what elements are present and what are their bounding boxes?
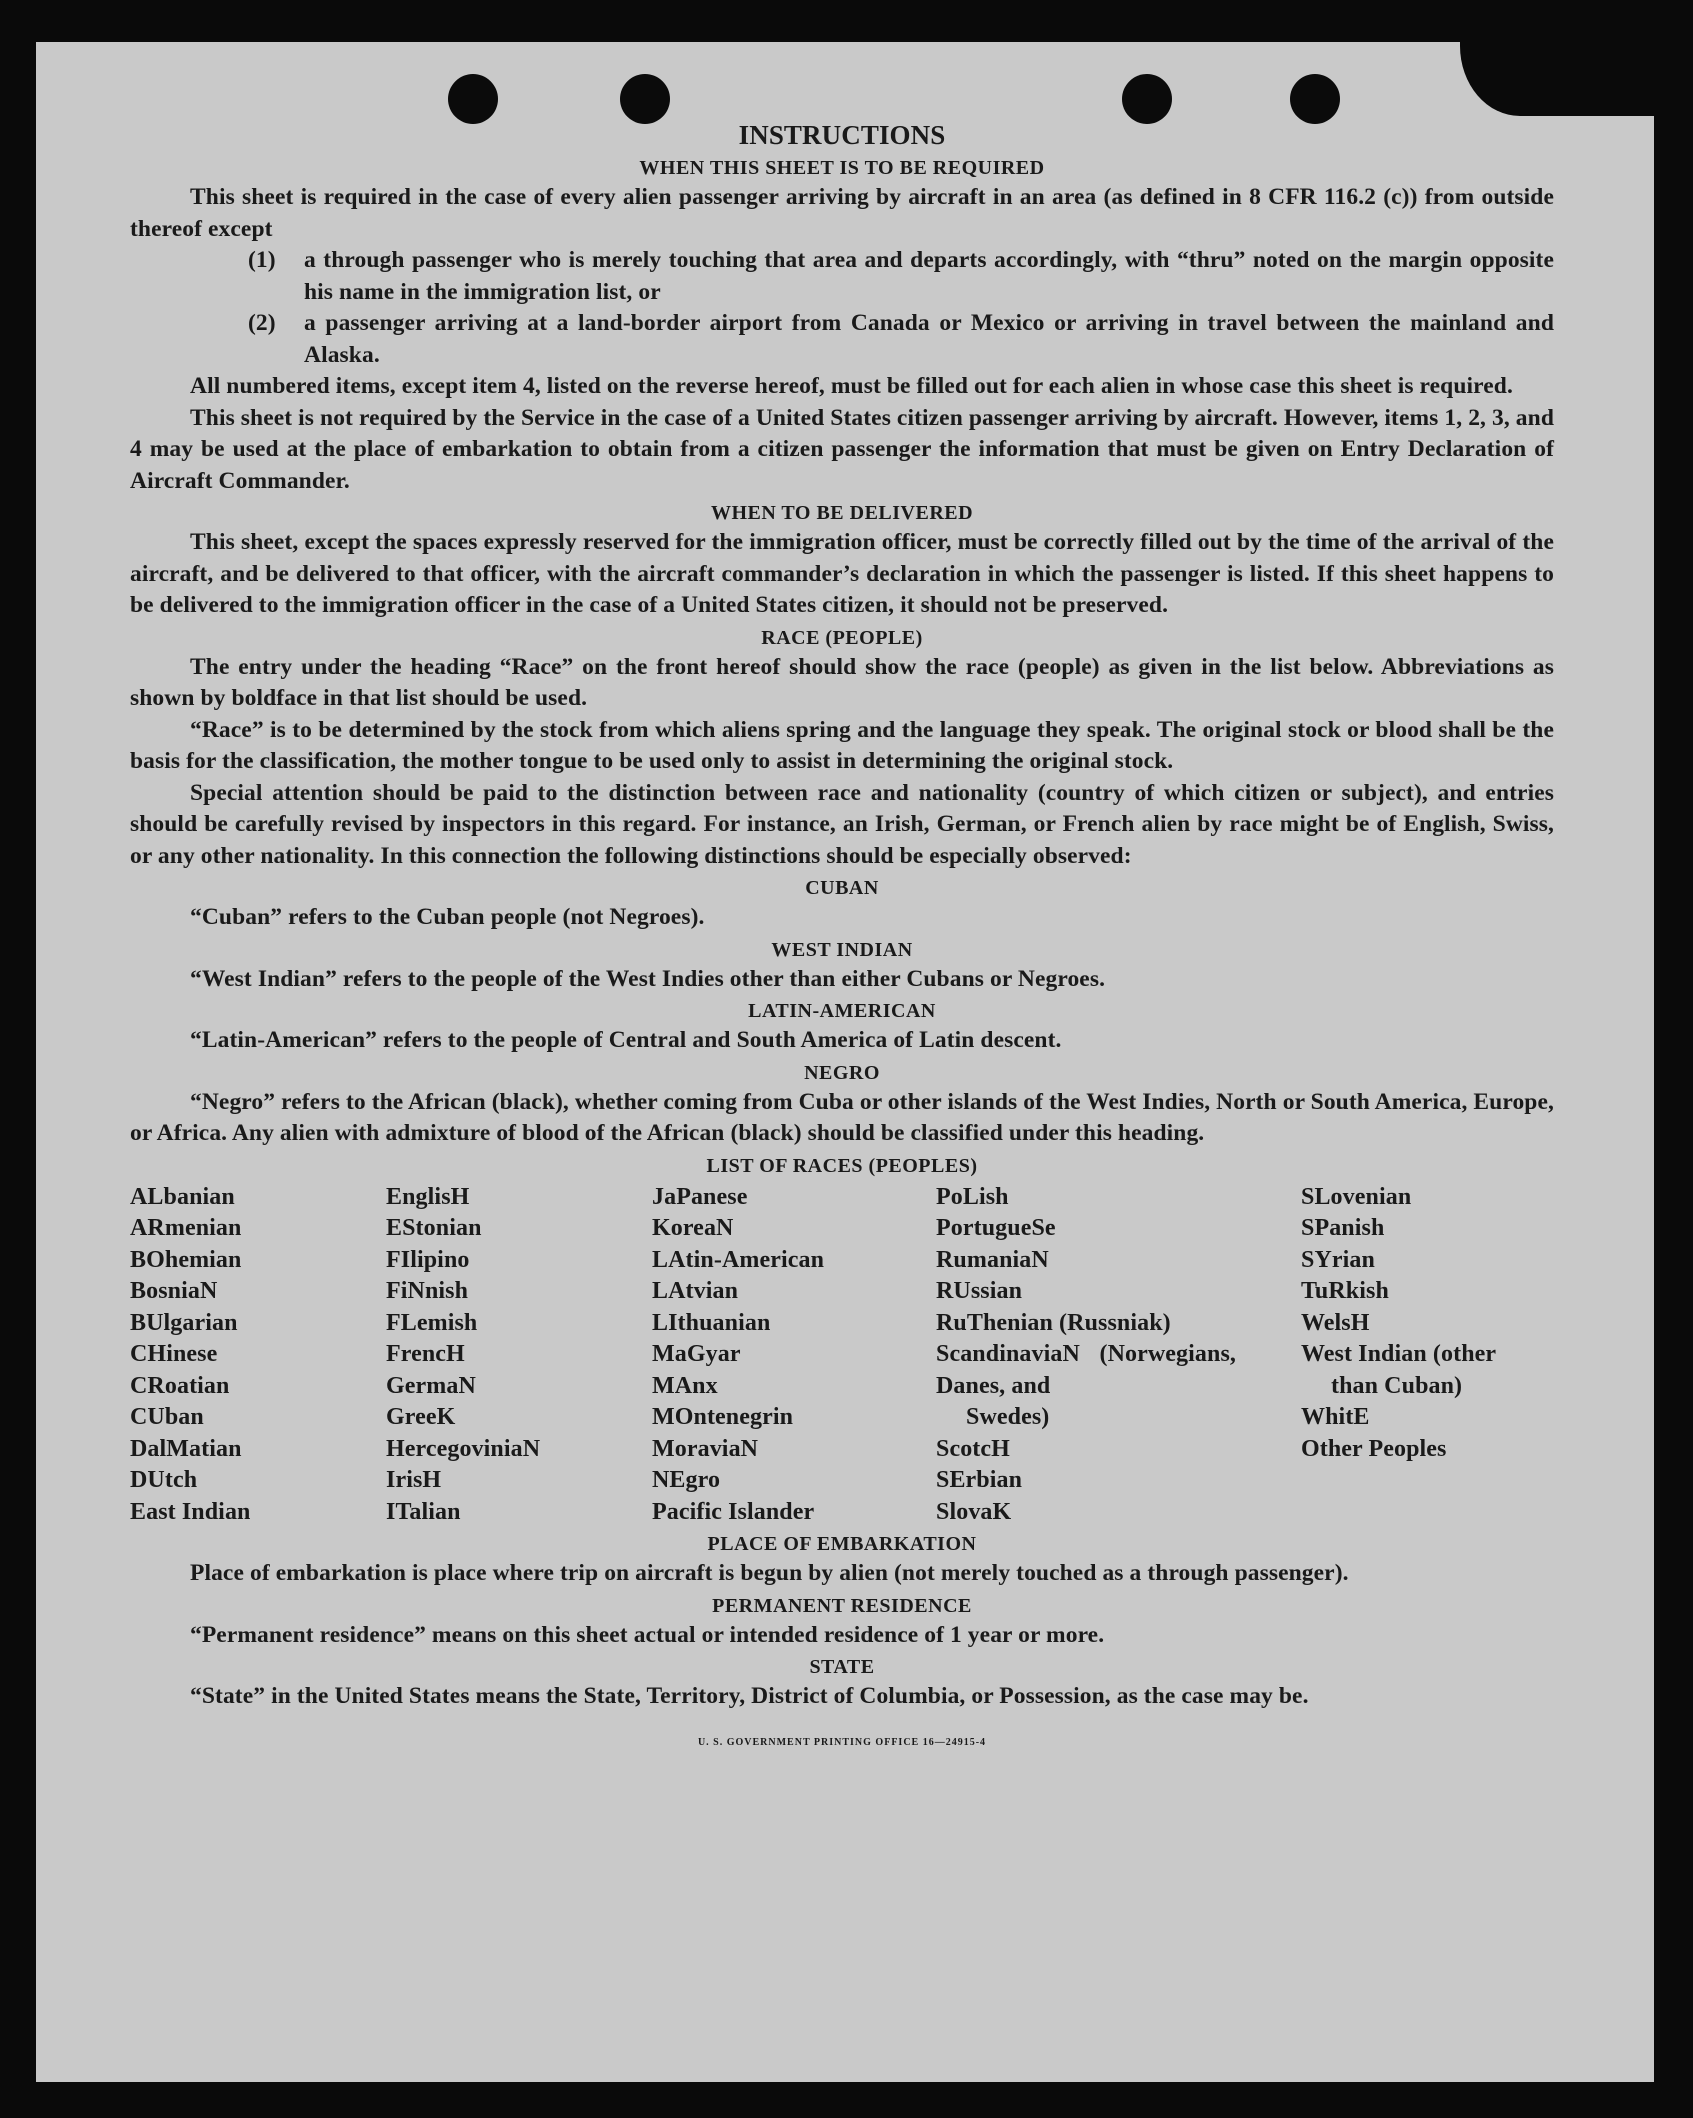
race-entry: IrisH bbox=[386, 1467, 442, 1493]
race-entry: Swedes) bbox=[966, 1404, 1050, 1430]
paragraph: “Negro” refers to the African (black), whether coming from Cuba or other islands of the West Indies, North or South America, Europe, or Africa. Any alien with admixture of blood of the African (black) should be classified under this heading. bbox=[130, 1088, 1554, 1146]
race-entry: ITalian bbox=[386, 1498, 461, 1525]
race-entry: DUtch bbox=[130, 1467, 198, 1493]
list-item bbox=[248, 245, 1554, 308]
races-column bbox=[130, 1182, 386, 1529]
race-entry: SlovaK bbox=[936, 1498, 1012, 1525]
race-entry: FIlipino bbox=[386, 1246, 470, 1273]
race-entry: HercegoviniaN bbox=[386, 1435, 541, 1462]
races-group bbox=[936, 1182, 1236, 1340]
list-item bbox=[248, 308, 1554, 371]
torn-corner bbox=[1460, 36, 1660, 116]
race-entry: ARmenian bbox=[130, 1215, 242, 1241]
paragraph: All numbered items, except item 4, listed on the reverse hereof, must be filled out for each alien in whose case this sheet is required. bbox=[190, 373, 1513, 399]
races-group bbox=[1301, 1182, 1554, 1371]
paragraph: “State” in the United States means the State, Territory, District of Columbia, or Possession, as the case may be. bbox=[190, 1683, 1309, 1709]
paragraph: “West Indian” refers to the people of the West Indies other than either Cubans or Negroes. bbox=[190, 965, 1106, 992]
races-column bbox=[386, 1182, 652, 1529]
paragraph: This sheet, except the spaces expressly reserved for the immigration officer, must be correctly filled out by the time of the arrival of the aircraft, and be delivered to that officer, with the aircraft commander’s declaration in which the passenger is listed. If this sheet happens to be delivered to the immigration officer in the case of a United States citizen, it should not be preserved. bbox=[130, 529, 1554, 618]
paragraph: The entry under the heading “Race” on the front hereof should show the race (people) as given in the list below. Abbreviations as shown by boldface in that list should be used. bbox=[130, 653, 1554, 711]
race-entry: East Indian bbox=[130, 1498, 251, 1525]
races-column bbox=[1301, 1182, 1554, 1529]
race-entry: BUlgarian bbox=[130, 1309, 238, 1336]
heading-latin-american: LATIN-AMERICAN bbox=[748, 1000, 936, 1022]
race-entry: CHinese bbox=[130, 1341, 218, 1367]
race-entry: PoLish bbox=[936, 1183, 1009, 1210]
race-entry: TuRkish bbox=[1301, 1278, 1389, 1304]
race-entry: MoraviaN bbox=[652, 1435, 759, 1462]
race-entry: ScotcH bbox=[936, 1435, 1010, 1462]
paragraph: “Cuban” refers to the Cuban people (not Negroes). bbox=[190, 904, 705, 930]
paragraph: “Permanent residence” means on this sheet actual or intended residence of 1 year or more. bbox=[190, 1621, 1105, 1648]
race-entry: GreeK bbox=[386, 1404, 456, 1430]
races-column bbox=[936, 1182, 1236, 1529]
race-entry: GermaN bbox=[386, 1372, 476, 1399]
heading-cuban: CUBAN bbox=[805, 877, 879, 899]
item-number: (1) bbox=[248, 247, 276, 273]
instructions-content bbox=[130, 118, 1554, 1758]
race-entry: DalMatian bbox=[130, 1435, 242, 1462]
paragraph: This sheet is not required by the Service in the case of a United States citizen passenger arriving by aircraft. However, items 1, 2, 3, and 4 may be used at the place of embarkation to obtain from a citizen passenger the information that must be given on Entry Declaration of Aircraft Commander. bbox=[130, 404, 1554, 494]
item-text: a passenger arriving at a land-border airport from Canada or Mexico or arriving in travel between the mainland and Alaska. bbox=[304, 310, 1554, 368]
paragraph: This sheet is required in the case of every alien passenger arriving by aircraft in an area (as defined in 8 CFR 116.2 (c)) from outside thereof except bbox=[130, 184, 1554, 242]
race-entry: KoreaN bbox=[652, 1215, 734, 1241]
page-title: INSTRUCTIONS bbox=[738, 120, 946, 150]
paragraph: “Latin-American” refers to the people of Central and South America of Latin descent. bbox=[190, 1027, 1062, 1053]
race-entry: Pacific Islander bbox=[652, 1498, 815, 1525]
heading-when-required: WHEN THIS SHEET IS TO BE REQUIRED bbox=[639, 157, 1045, 179]
race-entry: LAtvian bbox=[652, 1278, 739, 1304]
race-entry: CUban bbox=[130, 1404, 204, 1430]
race-entry: SErbian bbox=[936, 1467, 1023, 1493]
race-entry: FrencH bbox=[386, 1341, 465, 1367]
heading-west-indian: WEST INDIAN bbox=[771, 938, 913, 961]
heading-negro: NEGRO bbox=[804, 1061, 880, 1084]
race-entry: MOntenegrin bbox=[652, 1404, 794, 1430]
printer-imprint: U. S. GOVERNMENT PRINTING OFFICE 16—24915-4 bbox=[697, 1736, 987, 1748]
race-entry: LAtin-American bbox=[652, 1246, 825, 1273]
race-entry: West Indian (other bbox=[1301, 1341, 1497, 1367]
race-entry: WelsH bbox=[1301, 1309, 1370, 1336]
race-entry: LIthuanian bbox=[652, 1309, 771, 1336]
race-entry: PortugueSe bbox=[936, 1215, 1056, 1241]
race-entry: SYrian bbox=[1301, 1246, 1375, 1273]
race-entry: ScandinaviaN (Norwegians, Danes, and bbox=[936, 1341, 1236, 1399]
races-group bbox=[936, 1434, 1236, 1529]
race-entry: MaGyar bbox=[652, 1341, 741, 1367]
races-group bbox=[1301, 1402, 1554, 1465]
race-entry: ALbanian bbox=[130, 1183, 235, 1210]
punch-hole bbox=[448, 74, 498, 124]
race-entry: than Cuban) bbox=[1331, 1372, 1463, 1399]
race-entry: BOhemian bbox=[130, 1246, 242, 1273]
races-list bbox=[130, 1182, 1554, 1529]
race-entry: EStonian bbox=[386, 1215, 482, 1241]
paragraph: Place of embarkation is place where trip on aircraft is begun by alien (not merely touched as a through passenger). bbox=[190, 1560, 1349, 1586]
race-entry: SLovenian bbox=[1301, 1183, 1412, 1210]
race-entry: FLemish bbox=[386, 1309, 478, 1336]
punch-hole bbox=[620, 74, 670, 124]
race-entry: CRoatian bbox=[130, 1372, 230, 1399]
paragraph: “Race” is to be determined by the stock from which aliens spring and the language they speak. The original stock or blood shall be the basis for the classification, the mother tongue to be used only to assist in determining the original stock. bbox=[130, 716, 1554, 774]
races-column bbox=[652, 1182, 936, 1529]
race-entry: WhitE bbox=[1301, 1404, 1370, 1430]
item-text: a through passenger who is merely touching that area and departs accordingly, with “thru” noted on the margin opposite his name in the immigration list, or bbox=[304, 247, 1554, 305]
race-entry: JaPanese bbox=[652, 1183, 748, 1210]
race-entry: MAnx bbox=[652, 1372, 718, 1399]
heading-permanent-residence: PERMANENT RESIDENCE bbox=[712, 1594, 972, 1617]
race-entry: NEgro bbox=[652, 1467, 721, 1493]
heading-embarkation: PLACE OF EMBARKATION bbox=[707, 1533, 977, 1555]
race-entry: RuThenian (Russniak) bbox=[936, 1309, 1171, 1336]
heading-race: RACE (PEOPLE) bbox=[761, 626, 923, 649]
heading-when-delivered: WHEN TO BE DELIVERED bbox=[710, 502, 974, 524]
race-entry: SPanish bbox=[1301, 1215, 1385, 1241]
race-entry: Other Peoples bbox=[1301, 1435, 1447, 1462]
heading-list-of-races: LIST OF RACES (PEOPLES) bbox=[706, 1154, 978, 1177]
punch-hole bbox=[1290, 74, 1340, 124]
paragraph: Special attention should be paid to the distinction between race and nationality (country of which citizen or subject), and entries should be carefully revised by inspectors in this regard. For instance, an Irish, German, or French alien by race might be of English, Swiss, or any other nationality. In this connection the following distinctions should be especially observed: bbox=[130, 779, 1554, 869]
punch-hole bbox=[1122, 74, 1172, 124]
race-entry: EnglisH bbox=[386, 1183, 470, 1210]
heading-state: STATE bbox=[809, 1656, 875, 1678]
race-entry: RumaniaN bbox=[936, 1246, 1049, 1273]
race-entry: BosniaN bbox=[130, 1278, 218, 1304]
race-entry: FiNnish bbox=[386, 1278, 469, 1304]
race-entry: RUssian bbox=[936, 1278, 1023, 1304]
item-number: (2) bbox=[248, 310, 276, 336]
